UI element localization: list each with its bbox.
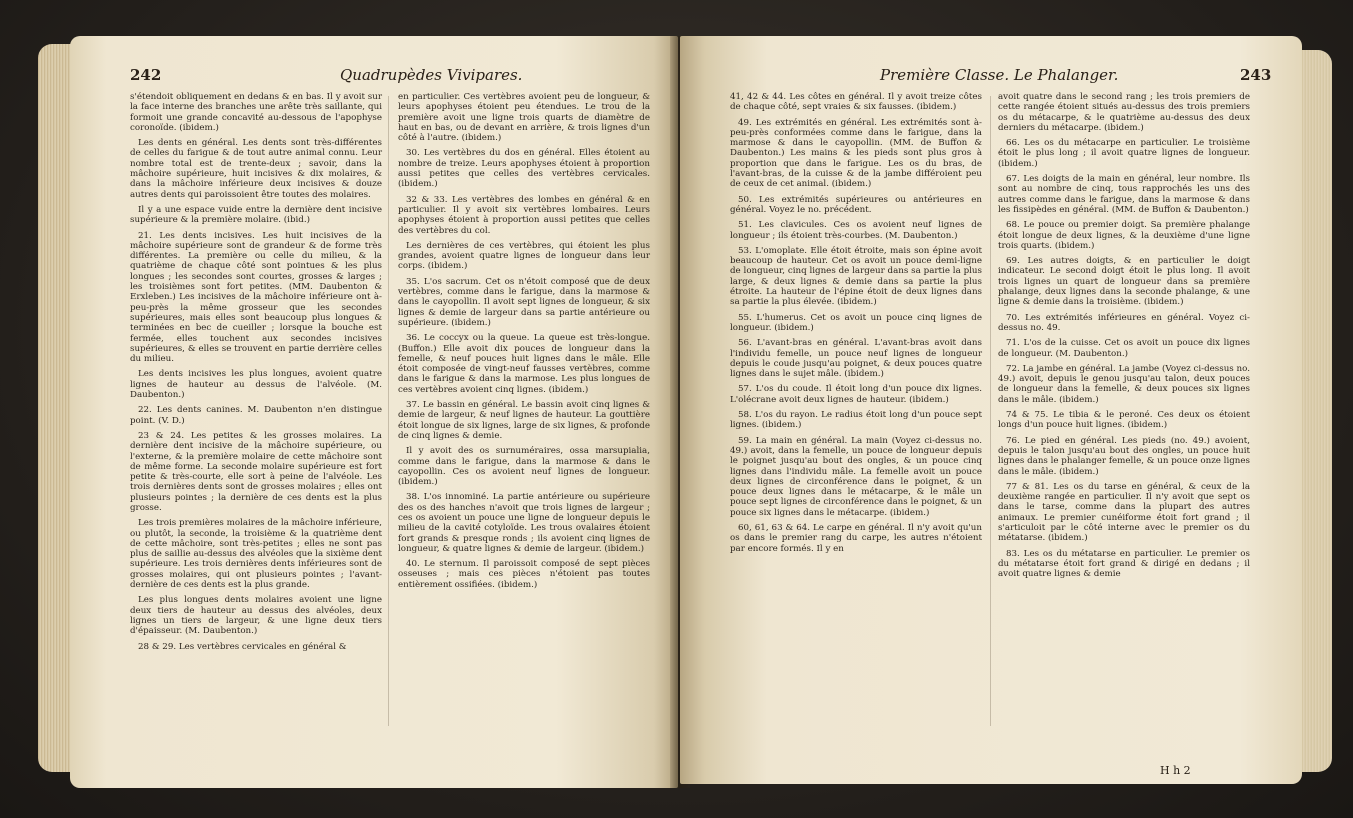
column-rule — [990, 96, 991, 726]
paragraph: 59. La main en général. La main (Voyez ci-dessus no. 49.) avoit, dans la femelle, un pouce de longueur depuis le poignet jusqu'au bout des ongles, & un pouce cinq lignes dans l'individu mâle. La femelle avoit un pouce deux lignes de circonférence dans le poignet, & un pouce deux lignes dans le métacarpe, & le mâle un pouce sept lignes de circonférence dans le poignet, & un pouce six lignes dans le métacarpe. (ibidem.) — [730, 435, 982, 518]
right-running-head: Première Classe. Le Phalanger. — [880, 66, 1119, 84]
paragraph: Les plus longues dents molaires avoient une ligne deux tiers de hauteur au dessus des alvéoles, deux lignes un tiers de largeur, & une ligne deux tiers d'épaisseur. (M. Daubenton.) — [130, 595, 382, 637]
paragraph: 22. Les dents canines. M. Daubenton n'en distingue point. (V. D.) — [130, 405, 382, 426]
left-page-number: 242 — [130, 66, 162, 84]
paragraph: 56. L'avant-bras en général. L'avant-bras avoit dans l'individu femelle, un pouce neuf lignes de longueur depuis le coude jusqu'au poignet, & deux pouces quatre lignes dans le sujet mâle. (ibidem.) — [730, 338, 982, 380]
paragraph: 41, 42 & 44. Les côtes en général. Il y avoit treize côtes de chaque côté, sept vraies & six fausses. (ibidem.) — [730, 92, 982, 113]
paragraph: Il y avoit des os surnuméraires, ossa marsupialia, comme dans le farigue, dans la marmose & dans le cayopollin. Ces os avoient neuf lignes de longueur. (ibidem.) — [398, 446, 650, 488]
paragraph: 30. Les vertèbres du dos en général. Elles étoient au nombre de treize. Leurs apophyses étoient à proportion aussi petites que celles des vertèbres cervicales. (ibidem.) — [398, 148, 650, 190]
paragraph: avoit quatre dans le second rang ; les trois premiers de cette rangée étoient situés au-dessus des trois premiers os du métacarpe, & le quatrième au-dessus des deux derniers du métacarpe. (ibidem.) — [998, 92, 1250, 133]
paragraph: Les trois premières molaires de la mâchoire inférieure, ou plutôt, la seconde, la troisième & la quatrième dent de cette mâchoire, sont très-petites ; elles ne sont pas plus de saillie au-dessus des alvéoles que la sixième dent supérieure. Les trois dernières dents inférieures sont de grosses molaires, qui ont plusieurs pointes ; l'avant-dernière de ces dents est la plus grande. — [130, 518, 382, 591]
left-column-2 — [398, 92, 650, 595]
paragraph: 38. L'os innominé. La partie antérieure ou supérieure des os des hanches n'avoit que trois lignes de largeur ; ces os avoient un pouce une ligne de longueur depuis le milieu de la cavité cotyloïde. Les trous ovalaires étoient fort grands & presque ronds ; ils avoient cinq lignes de longueur, & quatre lignes & demie de largeur. (ibidem.) — [398, 492, 650, 554]
paragraph: 71. L'os de la cuisse. Cet os avoit un pouce dix lignes de longueur. (M. Daubenton.) — [998, 338, 1250, 359]
paragraph: 76. Le pied en général. Les pieds (no. 49.) avoient, depuis le talon jusqu'au bout des ongles, un pouce huit lignes dans le phalanger femelle, & un pouce onze lignes dans le mâle. (ibidem.) — [998, 435, 1250, 477]
paragraph: Les dernières de ces vertèbres, qui étoient les plus grandes, avoient quatre lignes de longueur dans leur corps. (ibidem.) — [398, 240, 650, 272]
right-page-edges — [1300, 50, 1332, 772]
paragraph: 55. L'humerus. Cet os avoit un pouce cinq lignes de longueur. (ibidem.) — [730, 312, 982, 333]
paragraph: 69. Les autres doigts, & en particulier le doigt indicateur. Le second doigt étoit le plus long. Il avoit trois lignes un quart de longueur dans sa première phalange, deux lignes dans la seconde phalange, & une ligne & demie dans la troisième. (ibidem.) — [998, 256, 1250, 308]
paragraph: 37. Le bassin en général. Le bassin avoit cinq lignes & demie de largeur, & neuf lignes de hauteur. La gouttière étoit longue de six lignes, large de six lignes, & profonde de cinq lignes & demie. — [398, 400, 650, 441]
signature-mark: H h 2 — [1160, 764, 1191, 777]
paragraph: 23 & 24. Les petites & les grosses molaires. La dernière dent incisive de la mâchoire supérieure, ou l'externe, & la première molaire de cette mâchoire sont de même forme. La seconde molaire supérieure est fort petite & très-courte, elle sort à peine de l'alvéole. Les trois dernières dents sont de grosses molaires ; elles ont plusieurs pointes ; la dernière de ces dents est la plus grosse. — [130, 430, 382, 513]
column-rule — [388, 96, 389, 726]
paragraph: 28 & 29. Les vertèbres cervicales en général & — [138, 641, 347, 652]
left-page — [70, 36, 678, 788]
left-column-1 — [130, 92, 382, 657]
paragraph: 57. L'os du coude. Il étoit long d'un pouce dix lignes. L'olécrane avoit deux lignes de hauteur. (ibidem.) — [730, 384, 982, 405]
paragraph: 40. Le sternum. Il paroissoit composé de sept pièces osseuses ; mais ces pièces n'étoient pas toutes entièrement ossifiées. (ibidem.) — [398, 559, 650, 590]
paragraph: en particulier. Ces vertèbres avoient peu de longueur, & leurs apophyses étoient peu étendues. Le trou de la première avoit une ligne trois quarts de diamètre de haut en bas, ou de devant en arrière, & trois lignes d'un côté à l'autre. (ibidem.) — [398, 92, 650, 144]
paragraph: 21. Les dents incisives. Les huit incisives de la mâchoire supérieure sont de grandeur & de forme très différentes. La première ou celle du milieu, & la quatrième de chaque côté sont pointues & les plus longues ; les secondes sont courtes, grosses & larges ; les troisièmes sont fort petites. (MM. Daubenton & Erxleben.) Les incisives de la mâchoire inférieure ont à-peu-près la même grosseur que les secondes supérieures, mais elles sont beaucoup plus longues & terminées en bec de cueiller ; lorsque la bouche est fermée, elles touchent aux secondes incisives supérieures, & elles se trouvent en partie derrière celles du milieu. — [130, 230, 382, 365]
paragraph: 66. Les os du métacarpe en particulier. Le troisième étoit le plus long ; il avoit quatre lignes de longueur. (ibidem.) — [998, 138, 1250, 169]
right-column-2 — [998, 92, 1250, 584]
paragraph: 72. La jambe en général. La jambe (Voyez ci-dessus no. 49.) avoit, depuis le genou jusqu'au talon, deux pouces de longueur dans la femelle, & deux pouces six lignes dans le mâle. (ibidem.) — [998, 363, 1250, 405]
paragraph: 49. Les extrémités en général. Les extrémités sont à-peu-près conformées comme dans le farigue, dans la marmose & dans le cayopollin. (MM. de Buffon & Daubenton.) Les mains & les pieds sont plus gros à proportion que dans le farigue. Les os du bras, de l'avant-bras, de la cuisse & de la jambe différoient peu de ceux de cet animal. (ibidem.) — [730, 117, 982, 190]
paragraph: 67. Les doigts de la main en général, leur nombre. Ils sont au nombre de cinq, tous rapprochés les uns des autres comme dans le farigue, dans la marmose & dans les fissipèdes en général. (MM. de Buffon & Daubenton.) — [998, 174, 1250, 215]
right-column-1 — [730, 92, 982, 559]
paragraph: 58. L'os du rayon. Le radius étoit long d'un pouce sept lignes. (ibidem.) — [730, 410, 982, 431]
paragraph: 50. Les extrémités supérieures ou antérieures en général. Voyez le no. précédent. — [730, 194, 982, 215]
paragraph: Les dents en général. Les dents sont très-différentes de celles du farigue & de tout autre animal connu. Leur nombre total est de trente-deux ; savoir, dans la mâchoire supérieure, huit incisives & dix molaires, & dans la mâchoire inférieure deux incisives & douze autres dents qui paroissoient être toutes des molaires. — [130, 138, 382, 200]
paragraph: 74 & 75. Le tibia & le peroné. Ces deux os étoient longs d'un pouce huit lignes. (ibidem.) — [998, 410, 1250, 431]
right-page — [680, 36, 1302, 784]
paragraph: 51. Les clavicules. Ces os avoient neuf lignes de longueur ; ils étoient très-courbes. (M. Daubenton.) — [730, 220, 982, 241]
paragraph: 60, 61, 63 & 64. Le carpe en général. Il n'y avoit qu'un os dans le premier rang du carpe, les autres n'étoient par encore formés. Il y en — [730, 522, 982, 554]
paragraph: Il y a une espace vuide entre la dernière dent incisive supérieure & la première molaire. (ibid.) — [130, 204, 382, 226]
paragraph: s'étendoit obliquement en dedans & en bas. Il y avoit sur la face interne des branches une arête très saillante, qui formoit une grande concavité au-dessous de l'apophyse coronoïde. (ibidem.) — [130, 92, 382, 133]
paragraph: Les dents incisives les plus longues, avoient quatre lignes de hauteur au dessus de l'alvéole. (M. Daubenton.) — [130, 369, 382, 401]
paragraph: 32 & 33. Les vertèbres des lombes en général & en particulier. Il y avoit six vertèbres lombaires. Leurs apophyses étoient à proportion aussi petites que celles des vertèbres du col. — [398, 194, 650, 236]
paragraph: 70. Les extrémités inférieures en général. Voyez ci-dessus no. 49. — [998, 312, 1250, 333]
paragraph: 77 & 81. Les os du tarse en général, & ceux de la deuxième rangée en particulier. Il n'y avoit que sept os dans le tarse, comme dans la plupart des autres animaux. Le premier cunéiforme étoit fort grand ; il s'articuloit par le côté interne avec le premier os du métatarse. (ibidem.) — [998, 481, 1250, 544]
paragraph: 36. Le coccyx ou la queue. La queue est très-longue. (Buffon.) Elle avoit dix pouces de longueur dans la femelle, & neuf pouces huit lignes dans le mâle. Elle étoit composée de vingt-neuf fausses vertèbres, comme dans le farigue & dans la marmose. Les plus longues de ces vertèbres avoient cinq lignes. (ibidem.) — [398, 333, 650, 395]
left-running-head: Quadrupèdes Vivipares. — [340, 66, 523, 84]
paragraph: 53. L'omoplate. Elle étoit étroite, mais son épine avoit beaucoup de hauteur. Cet os avoit un pouce demi-ligne de longueur, cinq lignes de largeur dans sa partie la plus large, & deux lignes & demie dans sa partie la plus étroite. La hauteur de l'épine étoit de deux lignes dans sa partie la plus élevée. (ibidem.) — [730, 245, 982, 308]
paragraph: 68. Le pouce ou premier doigt. Sa première phalange étoit longue de deux lignes, & la deuxième d'une ligne trois quarts. (ibidem.) — [998, 220, 1250, 251]
paragraph: 83. Les os du métatarse en particulier. Le premier os du métatarse étoit fort grand & dirigé en dedans ; il avoit quatre lignes & demie — [998, 548, 1250, 580]
right-page-number: 243 — [1240, 66, 1272, 84]
paragraph: 35. L'os sacrum. Cet os n'étoit composé que de deux vertèbres, comme dans le farigue, dans la marmose & dans le cayopollin. Il avoit sept lignes de longueur, & six lignes & demie de largeur dans sa partie antérieure ou supérieure. (ibidem.) — [398, 276, 650, 328]
